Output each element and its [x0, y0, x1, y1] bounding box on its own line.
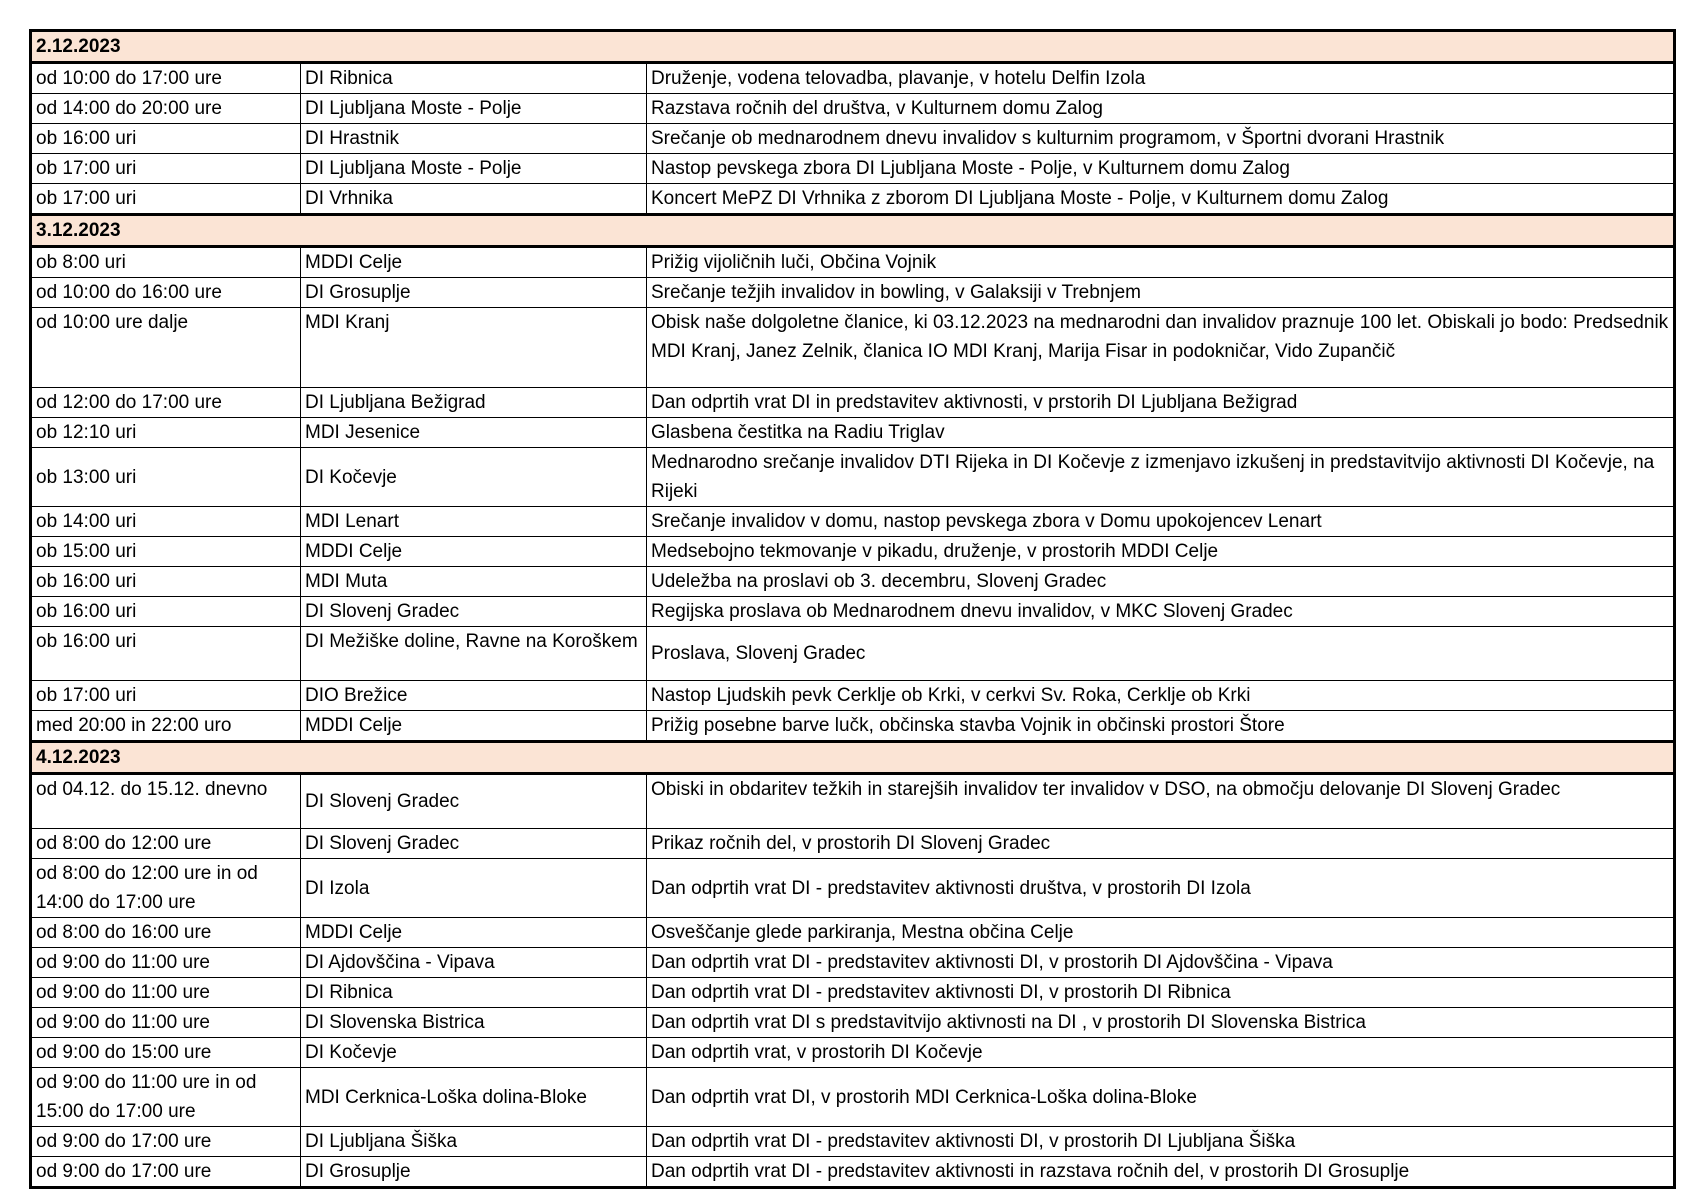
event-time: ob 16:00 uri: [31, 124, 301, 154]
event-description: Dan odprtih vrat DI - predstavitev aktivnosti društva, v prostorih DI Izola: [647, 859, 1675, 918]
event-time: ob 16:00 uri: [31, 627, 301, 681]
event-time: ob 12:10 uri: [31, 418, 301, 448]
event-row: [31, 1038, 1675, 1068]
event-organizer: DI Grosuplje: [301, 278, 647, 308]
event-organizer: DI Ljubljana Moste - Polje: [301, 94, 647, 124]
event-row: [31, 1068, 1675, 1127]
event-description: Osveščanje glede parkiranja, Mestna občina Celje: [647, 918, 1675, 948]
event-description: Nastop Ljudskih pevk Cerklje ob Krki, v cerkvi Sv. Roka, Cerklje ob Krki: [647, 681, 1675, 711]
event-description: Dan odprtih vrat, v prostorih DI Kočevje: [647, 1038, 1675, 1068]
event-organizer: DI Kočevje: [301, 1038, 647, 1068]
event-organizer: MDI Jesenice: [301, 418, 647, 448]
event-time: od 10:00 do 17:00 ure: [31, 63, 301, 94]
event-description: Regijska proslava ob Mednarodnem dnevu invalidov, v MKC Slovenj Gradec: [647, 597, 1675, 627]
event-time: od 9:00 do 17:00 ure: [31, 1127, 301, 1157]
events-table-body: [31, 31, 1675, 1188]
event-time: od 10:00 do 16:00 ure: [31, 278, 301, 308]
event-organizer: DI Slovenj Gradec: [301, 597, 647, 627]
event-time: od 9:00 do 11:00 ure in od 15:00 do 17:00 ure: [31, 1068, 301, 1127]
event-row: [31, 184, 1675, 215]
event-organizer: MDI Cerknica-Loška dolina-Bloke: [301, 1068, 647, 1127]
event-time: med 20:00 in 22:00 uro: [31, 711, 301, 742]
event-row: [31, 507, 1675, 537]
event-row: [31, 154, 1675, 184]
event-organizer: DI Ribnica: [301, 978, 647, 1008]
event-organizer: DI Kočevje: [301, 448, 647, 507]
event-row: [31, 597, 1675, 627]
event-time: od 9:00 do 17:00 ure: [31, 1157, 301, 1188]
event-time: ob 16:00 uri: [31, 567, 301, 597]
date-header-row: [31, 215, 1675, 247]
event-organizer: DI Slovenj Gradec: [301, 829, 647, 859]
event-time: od 8:00 do 12:00 ure: [31, 829, 301, 859]
event-organizer: MDI Kranj: [301, 308, 647, 388]
event-time: ob 13:00 uri: [31, 448, 301, 507]
event-time: od 14:00 do 20:00 ure: [31, 94, 301, 124]
event-description: Dan odprtih vrat DI in predstavitev aktivnosti, v prstorih DI Ljubljana Bežigrad: [647, 388, 1675, 418]
event-time: od 12:00 do 17:00 ure: [31, 388, 301, 418]
event-description: Prikaz ročnih del, v prostorih DI Slovenj Gradec: [647, 829, 1675, 859]
event-description: Prižig vijoličnih luči, Občina Vojnik: [647, 247, 1675, 278]
event-row: [31, 918, 1675, 948]
event-organizer: DI Ljubljana Moste - Polje: [301, 154, 647, 184]
event-description: Prižig posebne barve lučk, občinska stavba Vojnik in občinski prostori Štore: [647, 711, 1675, 742]
event-organizer: DI Hrastnik: [301, 124, 647, 154]
event-description: Dan odprtih vrat DI - predstavitev aktivnosti DI, v prostorih DI Ribnica: [647, 978, 1675, 1008]
event-time: od 8:00 do 12:00 ure in od 14:00 do 17:00 ure: [31, 859, 301, 918]
event-description: Mednarodno srečanje invalidov DTI Rijeka in DI Kočevje z izmenjavo izkušenj in predstavitvijo aktivnosti DI Kočevje, na Rijeki: [647, 448, 1675, 507]
event-description: Srečanje težjih invalidov in bowling, v Galaksiji v Trebnjem: [647, 278, 1675, 308]
event-description: Srečanje ob mednarodnem dnevu invalidov s kulturnim programom, v Športni dvorani Hrastnik: [647, 124, 1675, 154]
event-description: Medsebojno tekmovanje v pikadu, druženje, v prostorih MDDI Celje: [647, 537, 1675, 567]
event-row: [31, 859, 1675, 918]
event-description: Dan odprtih vrat DI - predstavitev aktivnosti DI, v prostorih DI Ljubljana Šiška: [647, 1127, 1675, 1157]
event-row: [31, 418, 1675, 448]
event-row: [31, 63, 1675, 94]
event-description: Dan odprtih vrat DI - predstavitev aktivnosti DI, v prostorih DI Ajdovščina - Vipava: [647, 948, 1675, 978]
events-table: [29, 29, 1676, 1189]
event-organizer: MDI Lenart: [301, 507, 647, 537]
event-organizer: MDDI Celje: [301, 711, 647, 742]
event-description: Proslava, Slovenj Gradec: [647, 627, 1675, 681]
event-time: ob 17:00 uri: [31, 681, 301, 711]
event-organizer: DI Ljubljana Bežigrad: [301, 388, 647, 418]
event-row: [31, 829, 1675, 859]
event-row: [31, 278, 1675, 308]
event-description: Obisk naše dolgoletne članice, ki 03.12.2023 na mednarodni dan invalidov praznuje 100 let. Obiskali jo bodo: Predsednik MDI Kranj, Janez Zelnik, članica IO MDI Kranj, Marija Fisar in podokničar, Vido Zupančič: [647, 308, 1675, 388]
event-time: od 9:00 do 11:00 ure: [31, 978, 301, 1008]
event-row: [31, 448, 1675, 507]
date-header-row: [31, 742, 1675, 774]
date-header-row: [31, 31, 1675, 63]
event-description: Dan odprtih vrat DI - predstavitev aktivnosti in razstava ročnih del, v prostorih DI Grosuplje: [647, 1157, 1675, 1188]
event-organizer: MDDI Celje: [301, 537, 647, 567]
schedule-page: [29, 29, 1673, 1189]
event-time: ob 16:00 uri: [31, 597, 301, 627]
event-time: ob 8:00 uri: [31, 247, 301, 278]
event-description: Udeležba na proslavi ob 3. decembru, Slovenj Gradec: [647, 567, 1675, 597]
date-header: 2.12.2023: [31, 31, 1675, 63]
event-organizer: DI Vrhnika: [301, 184, 647, 215]
event-description: Koncert MePZ DI Vrhnika z zborom DI Ljubljana Moste - Polje, v Kulturnem domu Zalog: [647, 184, 1675, 215]
event-time: od 04.12. do 15.12. dnevno: [31, 774, 301, 829]
event-time: od 9:00 do 11:00 ure: [31, 948, 301, 978]
event-description: Nastop pevskega zbora DI Ljubljana Moste - Polje, v Kulturnem domu Zalog: [647, 154, 1675, 184]
event-description: Srečanje invalidov v domu, nastop pevskega zbora v Domu upokojencev Lenart: [647, 507, 1675, 537]
event-row: [31, 774, 1675, 829]
event-row: [31, 627, 1675, 681]
event-row: [31, 247, 1675, 278]
event-row: [31, 124, 1675, 154]
event-row: [31, 94, 1675, 124]
event-organizer: DI Mežiške doline, Ravne na Koroškem: [301, 627, 647, 681]
event-time: ob 14:00 uri: [31, 507, 301, 537]
event-organizer: DI Slovenj Gradec: [301, 774, 647, 829]
event-description: Dan odprtih vrat DI, v prostorih MDI Cerknica-Loška dolina-Bloke: [647, 1068, 1675, 1127]
event-time: ob 17:00 uri: [31, 184, 301, 215]
event-description: Obiski in obdaritev težkih in starejših invalidov ter invalidov v DSO, na območju delovanje DI Slovenj Gradec: [647, 774, 1675, 829]
event-time: od 9:00 do 11:00 ure: [31, 1008, 301, 1038]
event-organizer: MDI Muta: [301, 567, 647, 597]
event-time: ob 17:00 uri: [31, 154, 301, 184]
event-time: ob 15:00 uri: [31, 537, 301, 567]
event-row: [31, 537, 1675, 567]
event-organizer: DI Slovenska Bistrica: [301, 1008, 647, 1038]
event-row: [31, 1157, 1675, 1188]
event-organizer: DI Ajdovščina - Vipava: [301, 948, 647, 978]
event-time: od 9:00 do 15:00 ure: [31, 1038, 301, 1068]
event-description: Dan odprtih vrat DI s predstavitvijo aktivnosti na DI , v prostorih DI Slovenska Bistrica: [647, 1008, 1675, 1038]
event-time: od 8:00 do 16:00 ure: [31, 918, 301, 948]
event-organizer: MDDI Celje: [301, 918, 647, 948]
event-description: Razstava ročnih del društva, v Kulturnem domu Zalog: [647, 94, 1675, 124]
date-header: 3.12.2023: [31, 215, 1675, 247]
event-organizer: DI Izola: [301, 859, 647, 918]
event-row: [31, 567, 1675, 597]
event-organizer: DI Grosuplje: [301, 1157, 647, 1188]
event-row: [31, 711, 1675, 742]
event-organizer: DI Ribnica: [301, 63, 647, 94]
event-time: od 10:00 ure dalje: [31, 308, 301, 388]
event-row: [31, 388, 1675, 418]
event-row: [31, 308, 1675, 388]
event-row: [31, 978, 1675, 1008]
event-organizer: DIO Brežice: [301, 681, 647, 711]
event-organizer: DI Ljubljana Šiška: [301, 1127, 647, 1157]
event-row: [31, 1008, 1675, 1038]
event-row: [31, 1127, 1675, 1157]
event-description: Glasbena čestitka na Radiu Triglav: [647, 418, 1675, 448]
event-row: [31, 681, 1675, 711]
event-description: Druženje, vodena telovadba, plavanje, v hotelu Delfin Izola: [647, 63, 1675, 94]
event-row: [31, 948, 1675, 978]
date-header: 4.12.2023: [31, 742, 1675, 774]
event-organizer: MDDI Celje: [301, 247, 647, 278]
